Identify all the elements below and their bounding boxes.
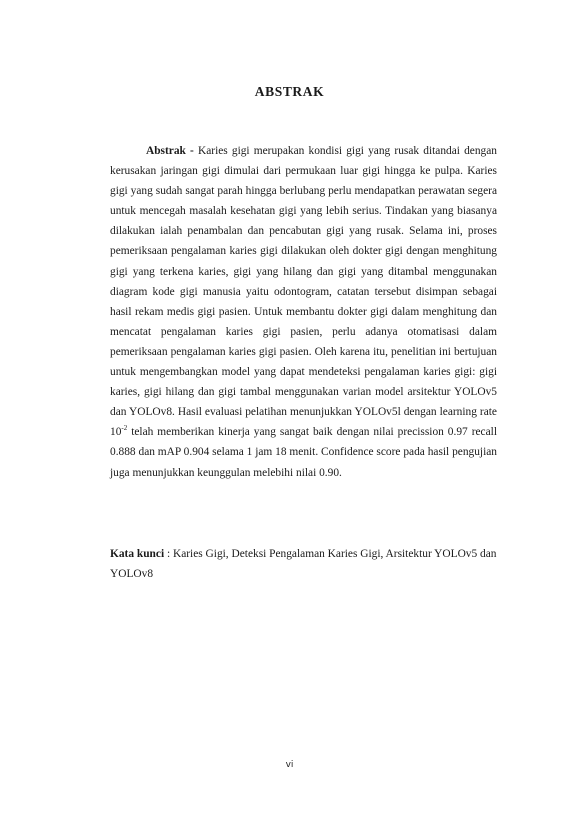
keywords-label: Kata kunci [110,548,165,560]
page-title: ABSTRAK [254,84,325,99]
abstract-lead-label: Abstrak - [146,145,194,157]
keywords-paragraph [110,544,502,584]
keywords-text: : Karies Gigi, Deteksi Pengalaman Karies Gigi, Arsitektur YOLOv5 dan YOLOv8 [110,548,497,581]
abstract-exponent: -2 [121,424,128,433]
abstract-text-part-2: telah memberikan kinerja yang sangat baik dengan nilai precission 0.97 recall 0.888 dan mAP 0.904 selama 1 jam 18 menit. Confidence score pada hasil pengujian juga menunjukkan keunggulan melebihi nilai 0.90. [110,426,497,479]
abstract-paragraph [110,141,497,483]
page-number: vi [285,760,294,770]
abstract-text-part-1: Karies gigi merupakan kondisi gigi yang rusak ditandai dengan kerusakan jaringan gigi dimulai dari permukaan luar gigi hingga ke pulpa. Karies gigi yang sudah sangat parah hingga berlubang perlu mendapatkan perawatan segera untuk mencegah masalah kesehatan gigi yang lebih serius. Tindakan yang biasanya dilakukan ialah penambalan dan pencabutan gigi yang rusak. Selama ini, proses pemeriksaan pengalaman karies gigi dilakukan oleh dokter gigi dengan menghitung gigi yang terkena karies, gigi yang hilang dan gigi yang ditambal menggunakan diagram kode gigi manusia yaitu odontogram, catatan tersebut disimpan sebagai hasil rekam medis gigi pasien. Untuk membantu dokter gigi dalam menghitung dan mencatat pengalaman karies gigi pasien, perlu adanya otomatisasi dalam pemeriksaan pengalaman karies gigi pasien. Oleh karena itu, penelitian ini bertujuan untuk mengembangkan model yang dapat mendeteksi pengalaman karies gigi: gigi karies, gigi hilang dan gigi tambal menggunakan varian model arsitektur YOLOv5 dan YOLOv8. Hasil evaluasi pelatihan menunjukkan YOLOv5l dengan learning rate 10 [110,145,497,439]
